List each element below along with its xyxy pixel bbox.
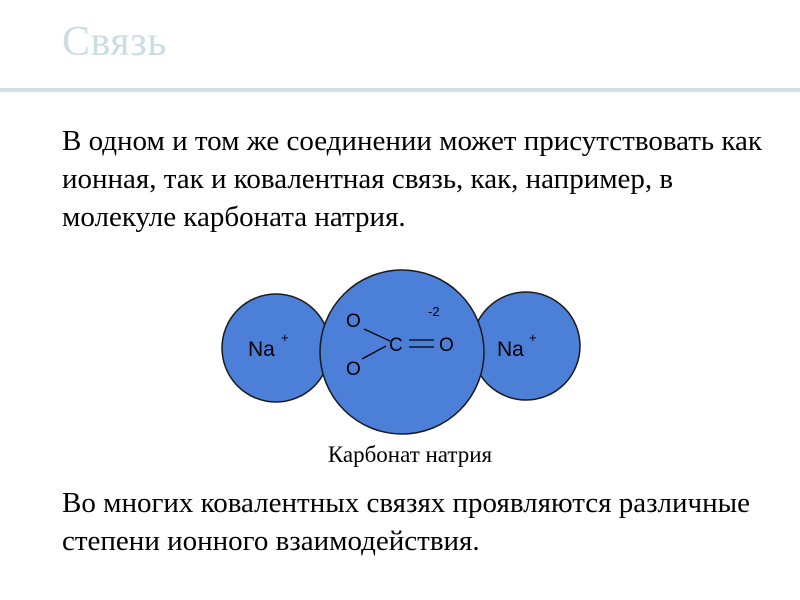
paragraph-conclusion: Во многих ковалентных связях проявляются различные степени ионного взаимодействия. (62, 487, 751, 557)
left-ion-label: Na (248, 338, 275, 361)
atom-oxygen-bottom: O (346, 359, 361, 380)
atom-oxygen-right: O (439, 335, 454, 356)
atom-oxygen-top: O (346, 311, 361, 332)
left-ion-charge: + (281, 330, 289, 345)
paragraph-intro: В одном и том же соединении может присутствовать как ионная, так и ковалентная связь, как, например, в молекуле карбоната натрия. (62, 125, 763, 233)
right-sodium-ion-circle (472, 292, 580, 400)
slide-title: Связь (62, 19, 167, 65)
right-ion-charge: + (529, 330, 537, 345)
right-ion-label: Na (497, 338, 524, 361)
diagram-caption: Карбонат натрия (327, 442, 493, 467)
left-sodium-ion-circle (222, 294, 330, 402)
anion-charge: -2 (428, 304, 440, 319)
atom-carbon: C (389, 335, 403, 356)
